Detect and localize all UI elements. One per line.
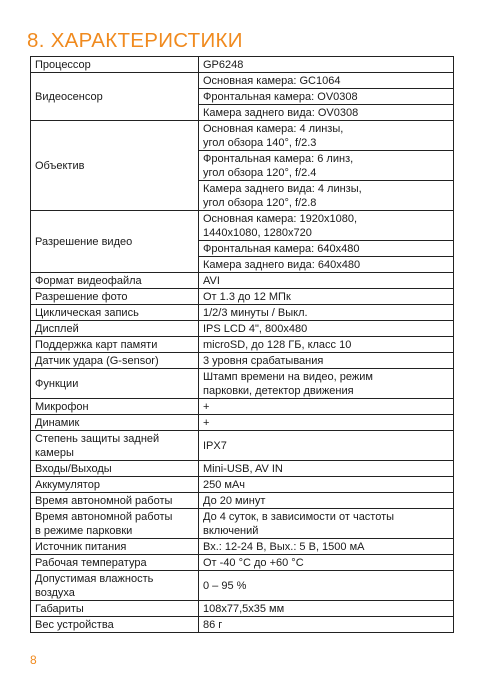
spec-value (199, 211, 454, 241)
spec-value-line: Основная камера: 4 линзы, (203, 123, 344, 135)
spec-label: Динамик (31, 415, 199, 431)
spec-label: Функции (31, 369, 199, 399)
spec-value (199, 121, 454, 151)
table-row (31, 353, 454, 369)
spec-value: 108x77,5x35 мм (199, 601, 454, 617)
spec-value: До 20 минут (199, 493, 454, 509)
spec-label: Микрофон (31, 399, 199, 415)
spec-label: Разрешение фото (31, 289, 199, 305)
spec-value: + (199, 415, 454, 431)
spec-label-line: в режиме парковки (35, 525, 133, 537)
spec-label: Аккумулятор (31, 477, 199, 493)
spec-value-line: 1440x1080, 1280x720 (203, 227, 312, 239)
spec-label: Датчик удара (G-sensor) (31, 353, 199, 369)
spec-label-line: воздуха (35, 587, 75, 599)
spec-value: Камера заднего вида: OV0308 (199, 105, 454, 121)
table-row (31, 415, 454, 431)
spec-value-line: угол обзора 120°, f/2.8 (203, 197, 317, 209)
spec-value: Фронтальная камера: OV0308 (199, 89, 454, 105)
spec-label-line: Время автономной работы (35, 511, 173, 523)
spec-value: IPS LCD 4", 800x480 (199, 321, 454, 337)
spec-value: 250 мАч (199, 477, 454, 493)
spec-value: 3 уровня срабатывания (199, 353, 454, 369)
spec-value: Камера заднего вида: 640x480 (199, 257, 454, 273)
spec-value: + (199, 399, 454, 415)
table-row (31, 305, 454, 321)
spec-label: Входы/Выходы (31, 461, 199, 477)
spec-label: Время автономной работы (31, 493, 199, 509)
table-row (31, 57, 454, 73)
spec-value: От 1.3 до 12 МПк (199, 289, 454, 305)
spec-label: Видеосенсор (31, 73, 199, 121)
spec-label: Источник питания (31, 539, 199, 555)
table-row (31, 601, 454, 617)
table-row (31, 431, 454, 461)
table-row (31, 121, 454, 151)
spec-label: Разрешение видео (31, 211, 199, 273)
spec-value (199, 181, 454, 211)
table-row (31, 321, 454, 337)
spec-value-line: угол обзора 120°, f/2.4 (203, 167, 317, 179)
spec-label (31, 509, 199, 539)
spec-value: Основная камера: GC1064 (199, 73, 454, 89)
spec-label: Циклическая запись (31, 305, 199, 321)
table-row (31, 539, 454, 555)
spec-value: AVI (199, 273, 454, 289)
spec-value (199, 509, 454, 539)
table-row (31, 273, 454, 289)
table-row (31, 617, 454, 633)
spec-value-line: парковки, детектор движения (203, 385, 354, 397)
spec-label-line: камеры (35, 447, 74, 459)
spec-label-line: Допустимая влажность (35, 573, 154, 585)
table-row (31, 477, 454, 493)
table-row (31, 73, 454, 89)
spec-label: Рабочая температура (31, 555, 199, 571)
spec-label: Вес устройства (31, 617, 199, 633)
spec-value (199, 369, 454, 399)
spec-label: Объектив (31, 121, 199, 211)
spec-label: Дисплей (31, 321, 199, 337)
spec-label-line: Степень защиты задней (35, 433, 160, 445)
spec-value: GP6248 (199, 57, 454, 73)
spec-value: Фронтальная камера: 640x480 (199, 241, 454, 257)
spec-value-line: Штамп времени на видео, режим (203, 371, 373, 383)
spec-value-line: До 4 суток, в зависимости от частоты (203, 511, 395, 523)
spec-value-line: включений (203, 525, 259, 537)
table-row (31, 289, 454, 305)
spec-value-line: Основная камера: 1920x1080, (203, 213, 357, 225)
table-row (31, 555, 454, 571)
spec-value: microSD, до 128 ГБ, класс 10 (199, 337, 454, 353)
spec-value-line: угол обзора 140°, f/2.3 (203, 137, 317, 149)
spec-value (199, 151, 454, 181)
table-row (31, 461, 454, 477)
table-row (31, 211, 454, 241)
table-row (31, 571, 454, 601)
spec-value: От -40 °С до +60 °С (199, 555, 454, 571)
table-row (31, 509, 454, 539)
table-row (31, 337, 454, 353)
table-row (31, 369, 454, 399)
spec-label (31, 571, 199, 601)
spec-value: 0 – 95 % (199, 571, 454, 601)
spec-label (31, 431, 199, 461)
spec-label: Формат видеофайла (31, 273, 199, 289)
page-number: 8 (30, 653, 37, 667)
spec-value: 86 г (199, 617, 454, 633)
spec-value: Вх.: 12-24 В, Вых.: 5 В, 1500 мА (199, 539, 454, 555)
specs-table (30, 56, 454, 633)
table-row (31, 399, 454, 415)
table-row (31, 493, 454, 509)
spec-value-line: Камера заднего вида: 4 линзы, (203, 183, 362, 195)
spec-label: Процессор (31, 57, 199, 73)
spec-value: Mini-USB, AV IN (199, 461, 454, 477)
spec-label: Габариты (31, 601, 199, 617)
spec-label: Поддержка карт памяти (31, 337, 199, 353)
spec-value-line: Фронтальная камера: 6 линз, (203, 153, 354, 165)
spec-value: IPX7 (199, 431, 454, 461)
page-title: 8. ХАРАКТЕРИСТИКИ (27, 29, 243, 52)
spec-value: 1/2/3 минуты / Выкл. (199, 305, 454, 321)
